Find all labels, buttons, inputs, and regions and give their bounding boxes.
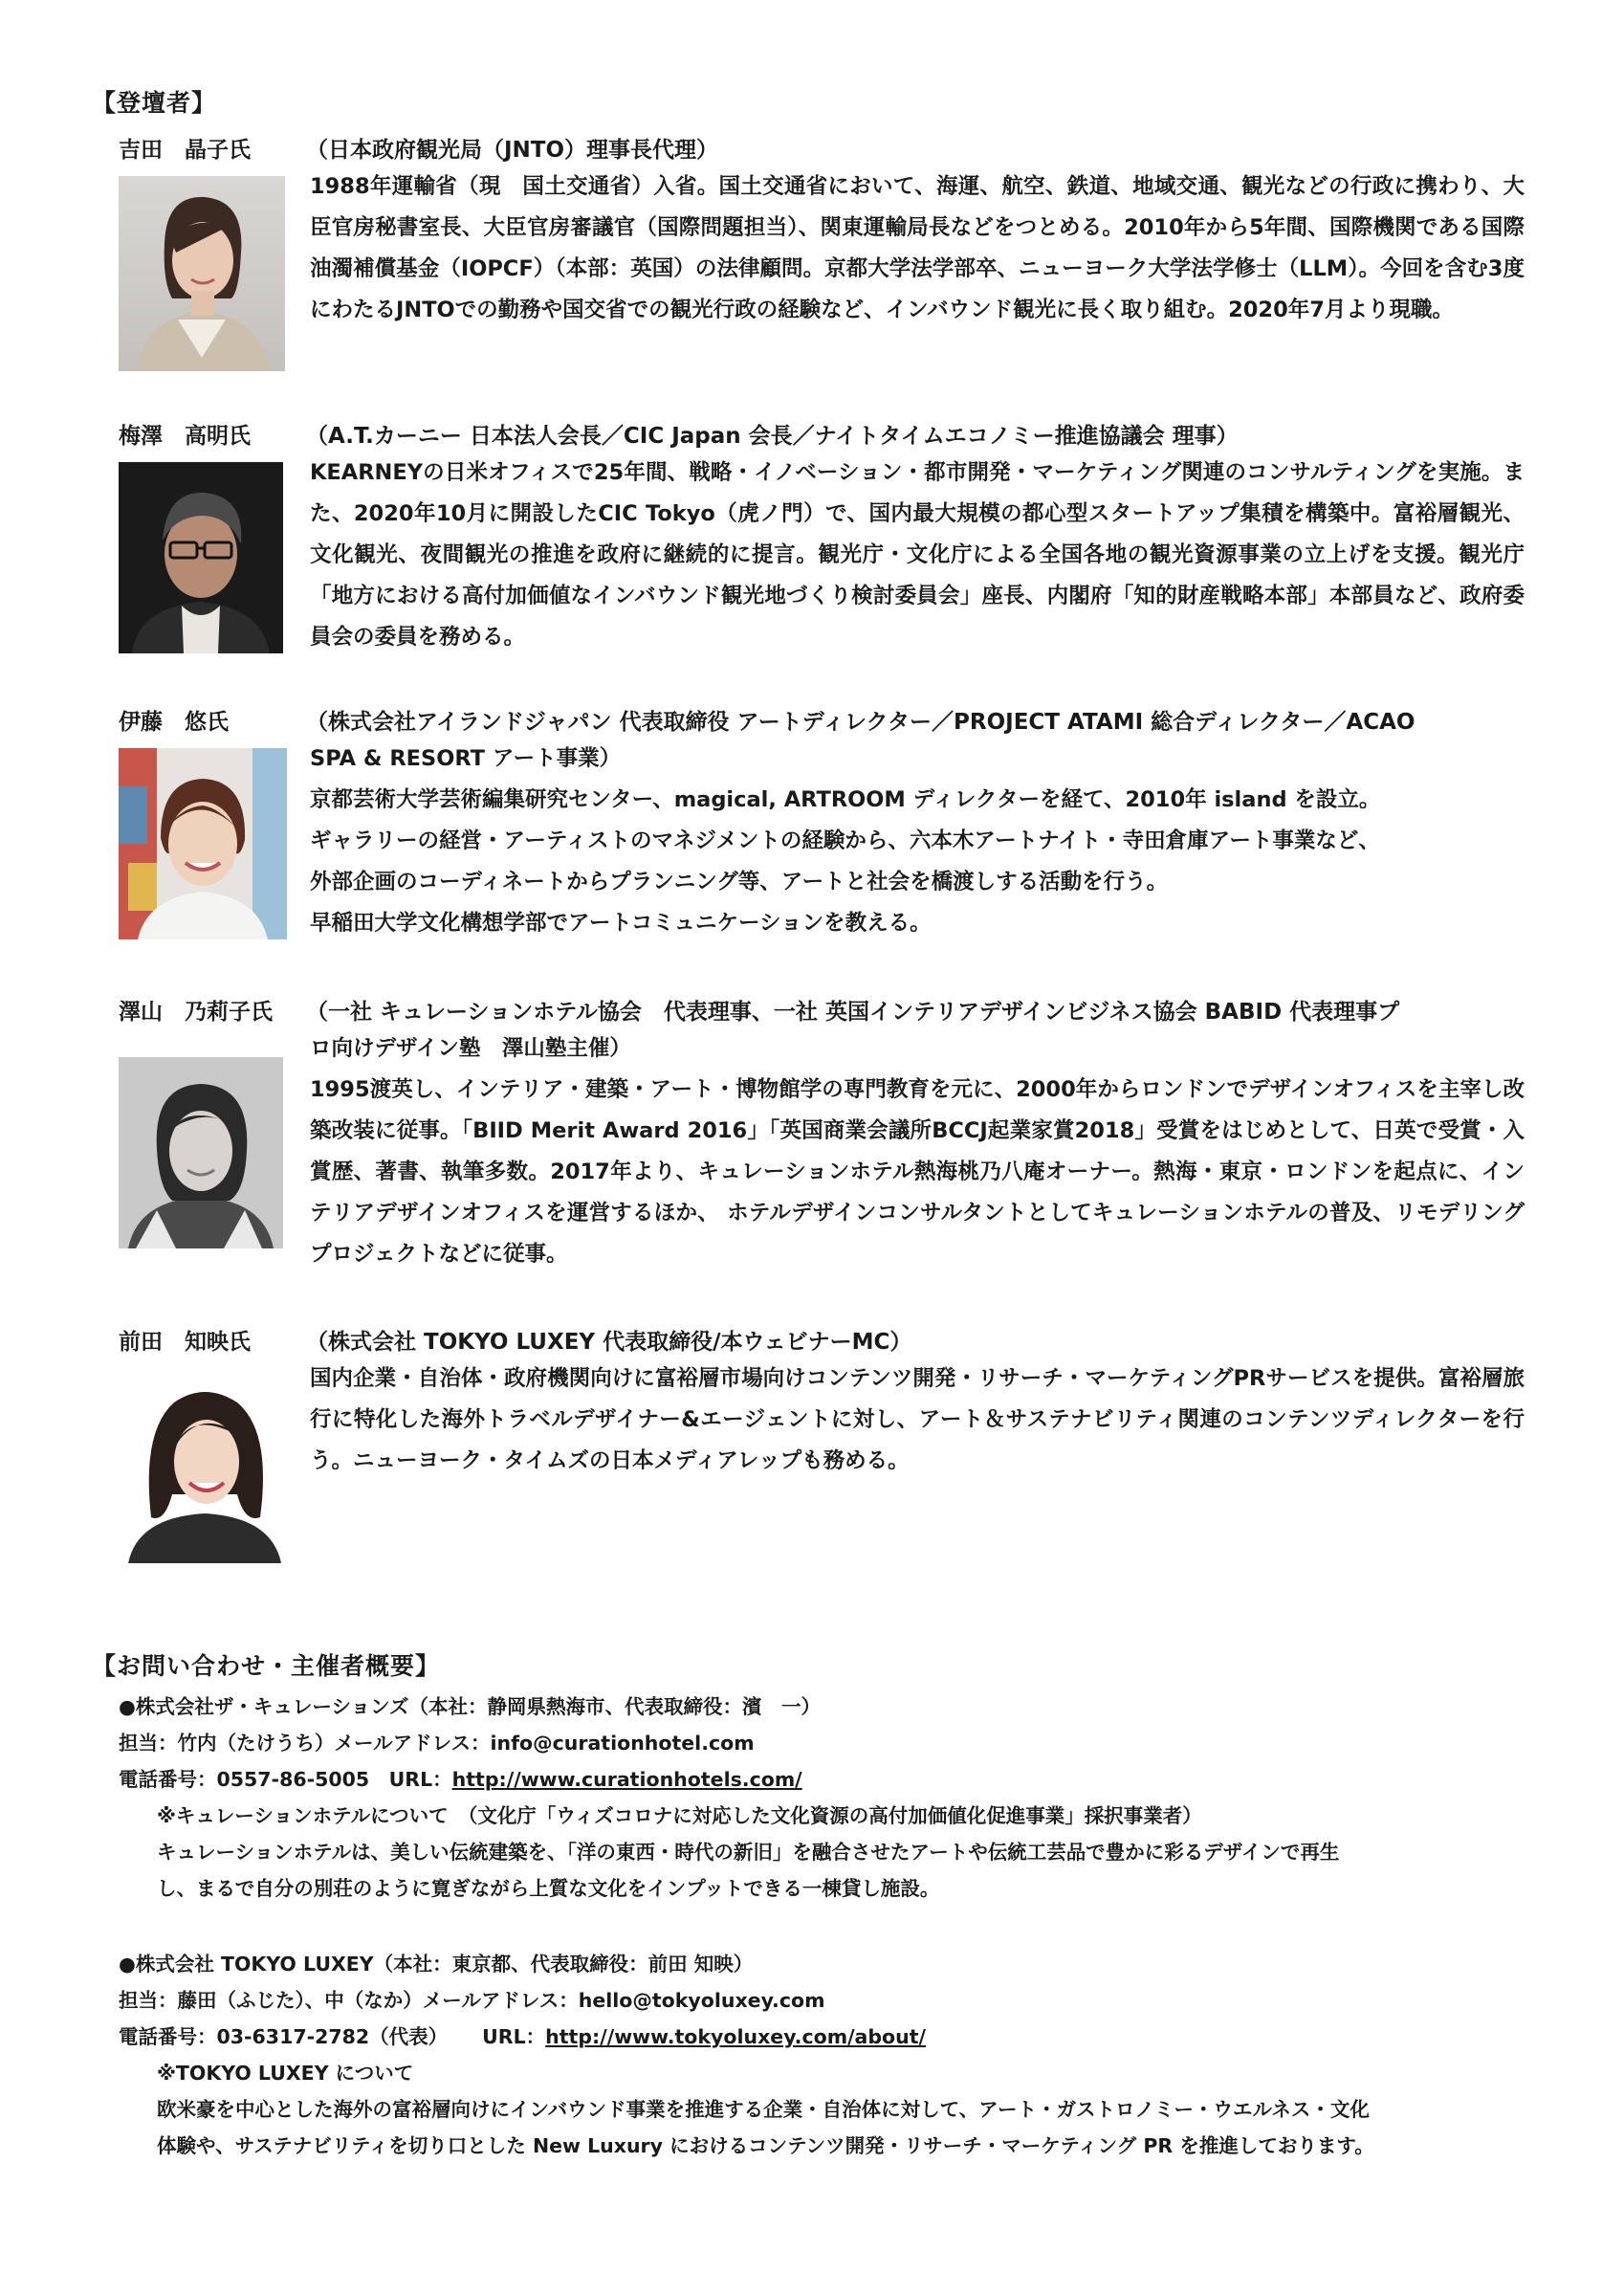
speaker-affiliation: （株式会社アイランドジャパン 代表取締役 アートディレクター／PROJECT ATAMI 総合ディレクター／ACAO: [306, 710, 1416, 735]
website-link[interactable]: http://www.curationhotels.com/: [451, 1768, 802, 1791]
speaker-sawayama: [119, 994, 1525, 1281]
speaker-name: 梅澤 高明氏: [119, 424, 251, 449]
speaker-affiliation: （一社 キュレーションホテル協会 代表理事、一社 英国インテリアデザインビジネス協会 BABID 代表理事プ: [306, 1000, 1400, 1025]
speaker-photo: [119, 176, 285, 371]
speaker-yoshida: [119, 132, 1525, 381]
website-link[interactable]: http://www.tokyoluxey.com/about/: [545, 2025, 927, 2048]
contact-person-line: [119, 1725, 1515, 1761]
about-line: 体験や、サステナビリティを切り口とした New Luxury におけるコンテンツ開発・リサーチ・マーケティング PR を推進しております。: [157, 2134, 1374, 2157]
person-label: 担当：竹内（たけうち）メールアドレス：: [119, 1732, 491, 1755]
speaker-bio: 1988年運輸省（現 国土交通省）入省。国土交通省において、海運、航空、鉄道、地域交通、観光などの行政に携わり、大臣官房秘書室長、大臣官房審議官（国際問題担当）、関東運輸局長などをつとめる。2010年から5年間、国際機関である国際油濁補償基金（IOPCF）（本部：英国）の法律顧問。京都大学法学部卒、ニューヨーク大学法学修士（LLM）。今回を含む3度にわたるJNTOでの勤務や国交省での観光行政の経験など、インバウンド観光に長く取り組む。2020年7月より現職。: [310, 174, 1525, 322]
speaker-affiliation: （A.T.カーニー 日本法人会長／CIC Japan 会長／ナイトタイムエコノミー推進協議会 理事）: [306, 424, 1239, 449]
url-label: URL：: [482, 2025, 546, 2048]
speaker-ito: [119, 704, 1525, 953]
speaker-affiliation: （日本政府観光局（JNTO）理事長代理）: [306, 138, 719, 163]
contact-block-curations: [119, 1689, 1515, 1907]
speaker-affiliation-cont: SPA & RESORT アート事業）: [310, 746, 622, 771]
speaker-name: 澤山 乃莉子氏: [119, 1000, 273, 1025]
bio-line: 外部企画のコーディネートからプランニング等、アートと社会を橋渡しする活動を行う。: [310, 870, 1169, 894]
bio-line: 京都芸術大学芸術編集研究センター、magical, ARTROOM ディレクターを経て、2010年 island を設立。: [310, 787, 1381, 812]
speaker-bio: 国内企業・自治体・政府機関向けに富裕層市場向けコンテンツ開発・リサーチ・マーケティングPRサービスを提供。富裕層旅行に特化した海外トラベルデザイナー&エージェントに対し、アート＆サステナビリティ関連のコンテンツディレクターを行う。ニューヨーク・タイムズの日本メディアレップも務める。: [310, 1366, 1525, 1473]
speaker-bio: [310, 780, 1525, 944]
speaker-maeda: [119, 1324, 1525, 1573]
speaker-umezawa: [119, 418, 1525, 667]
about-line: キュレーションホテルは、美しい伝統建築を、「洋の東西・時代の新旧」を融合させたアートや伝統工芸品で豊かに彩るデザインで再生: [157, 1841, 1340, 1864]
about-title: ※キュレーションホテルについて （文化庁「ウィズコロナに対応した文化資源の高付加価値化促進事業」採択事業者）: [157, 1804, 1202, 1827]
speaker-bio: KEARNEYの日米オフィスで25年間、戦略・イノベーション・都市開発・マーケティング関連のコンサルティングを実施。また、2020年10月に開設したCIC Tokyo（虎ノ門）で、国内最大規模の都心型スタートアップ集積を構築中。富裕層観光、文化観光、夜間観光の推進を政府に継続的に提言。観光庁・文化庁による全国各地の観光資源事業の立上げを支援。観光庁「地方における高付加価値なインバウンド観光地づくり検討委員会」座長、内閣府「知的財産戦略本部」本部員など、政府委員会の委員を務める。: [310, 460, 1525, 650]
speaker-name-line: [119, 1324, 911, 1356]
company-line: ●株式会社 TOKYO LUXEY（本社：東京都、代表取締役：前田 知映）: [119, 1953, 754, 1976]
speaker-affiliation-cont: ロ向けデザイン塾 澤山塾主催）: [310, 1036, 631, 1061]
company-line: ●株式会社ザ・キュレーションズ（本社：静岡県熱海市、代表取締役：濱 一）: [119, 1695, 821, 1718]
contact-heading: 【お問い合わせ・主催者概要】: [92, 1652, 441, 1680]
bio-line: 早稲田大学文化構想学部でアートコミュニケーションを教える。: [310, 911, 932, 936]
speaker-affiliation: （株式会社 TOKYO LUXEY 代表取締役/本ウェビナーMC）: [306, 1330, 912, 1355]
speaker-bio: 1995渡英し、インテリア・建築・アート・博物館学の専門教育を元に、2000年からロンドンでデザインオフィスを主宰し改築改装に従事。「BIID Merit Award 2016」「英国商業会議所BCCJ起業家賞2018」受賞をはじめとして、日英で受賞・入賞歴、著書、執筆多数。2017年より、キュレーションホテル熱海桃乃八庵オーナー。熱海・東京・ロンドンを起点に、インテリアデザインオフィスを運営するほか、 ホテルデザインコンサルタントとしてキュレーションホテルの普及、リモデリングプロジェクトなどに従事。: [310, 1077, 1525, 1267]
person-label: 担当：藤田（ふじた）、中（なか）メールアドレス：: [119, 1989, 579, 2012]
speaker-name-line: [119, 704, 1415, 736]
speakers-heading: 【登壇者】: [92, 89, 217, 117]
email-text[interactable]: info@curationhotel.com: [490, 1732, 755, 1755]
contact-phone-line: [119, 2019, 1515, 2055]
speaker-name: 前田 知映氏: [119, 1330, 251, 1355]
speaker-photo: [119, 462, 283, 653]
bio-line: ギャラリーの経営・アーティストのマネジメントの経験から、六本木アートナイト・寺田倉庫アート事業など、: [310, 828, 1380, 853]
about-line: し、まるで自分の別荘のように寛ぎながら上質な文化をインプットできる一棟貸し施設。: [157, 1877, 940, 1900]
speaker-photo: [119, 748, 287, 939]
about-title: ※TOKYO LUXEY について: [157, 2062, 414, 2085]
speaker-name: 伊藤 悠氏: [119, 710, 229, 735]
speaker-name-line: [119, 132, 718, 164]
about-line: 欧米豪を中心とした海外の富裕層向けにインバウンド事業を推進する企業・自治体に対して、アート・ガストロノミー・ウエルネス・文化: [157, 2098, 1370, 2121]
speaker-name-line: [119, 418, 1239, 450]
phone-label: 電話番号：03-6317-2782（代表）: [119, 2025, 449, 2048]
contact-phone-line: [119, 1761, 1515, 1798]
email-text[interactable]: hello@tokyoluxey.com: [578, 1989, 825, 2012]
speaker-name-line: [119, 994, 1399, 1026]
contact-person-line: [119, 1982, 1515, 2019]
speaker-photo: [122, 1374, 287, 1563]
speaker-photo: [119, 1057, 283, 1248]
contact-block-tokyoluxey: [119, 1946, 1515, 2164]
speaker-name: 吉田 晶子氏: [119, 138, 251, 163]
phone-label: 電話番号：0557-86-5005 URL：: [119, 1768, 452, 1791]
